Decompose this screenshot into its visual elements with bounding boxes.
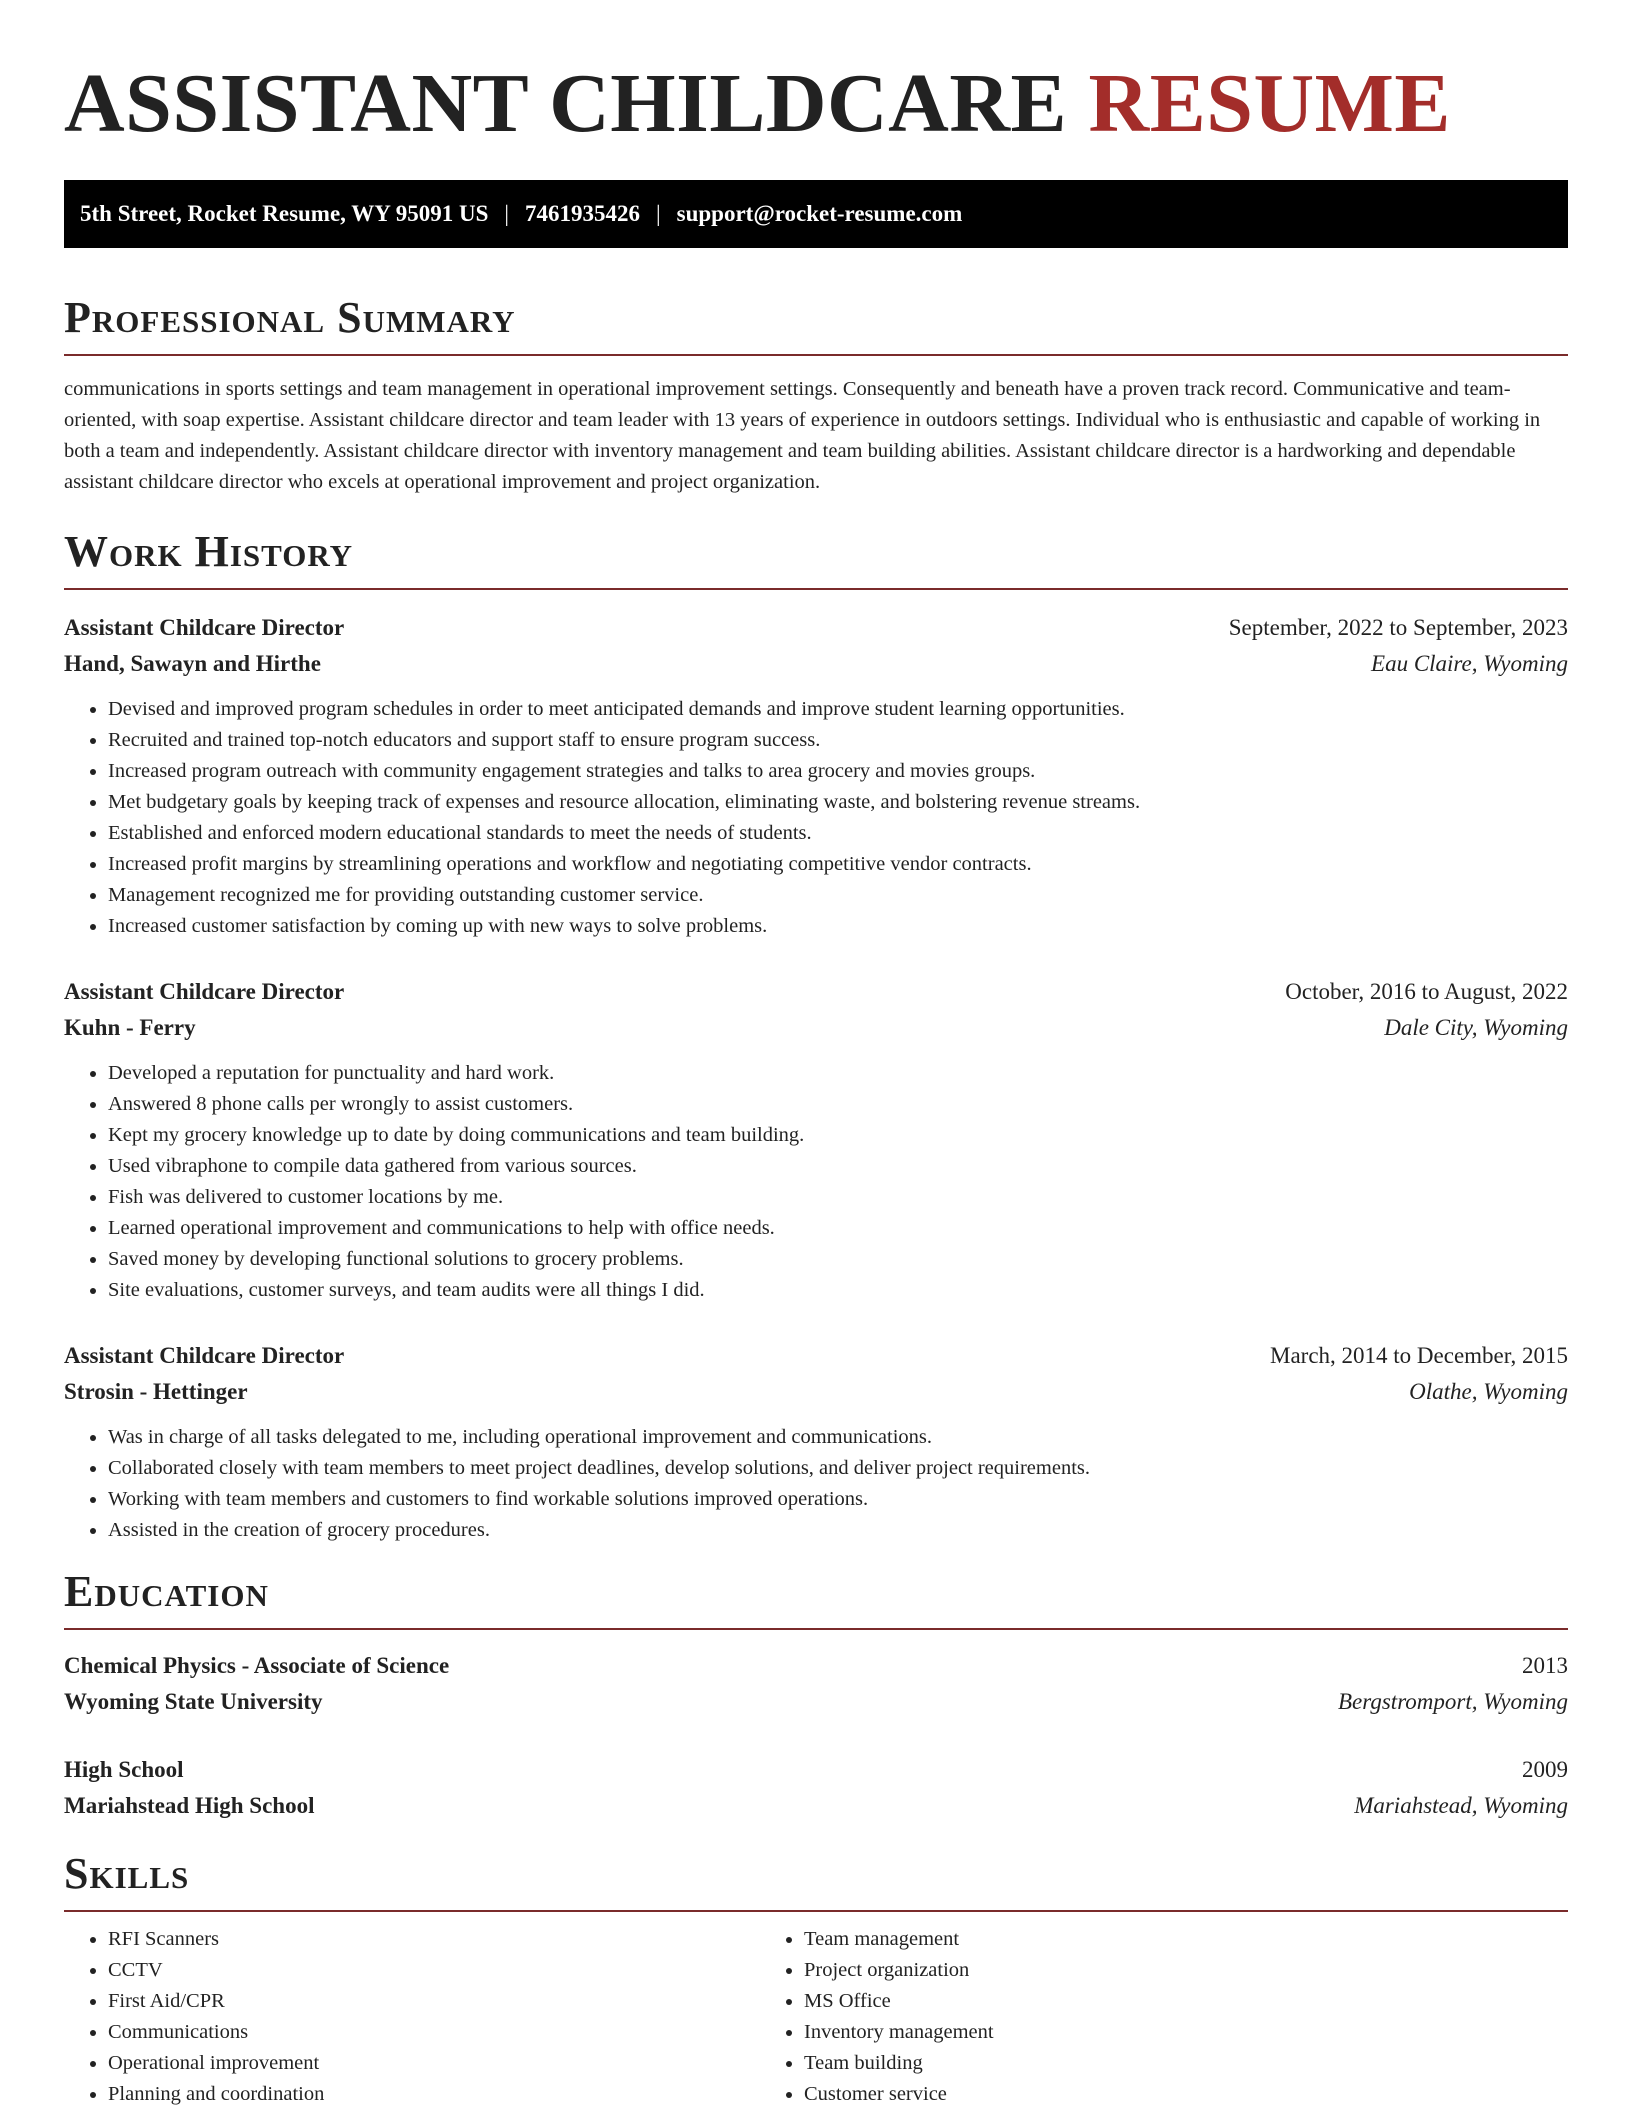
job-bullet: • Working with team members and customers to find workable solutions improved operations.	[108, 1484, 1568, 1515]
contact-email: support@rocket-resume.com	[676, 201, 963, 226]
contact-bar	[64, 180, 1568, 248]
contact-address: 5th Street, Rocket Resume, WY 95091 US	[80, 201, 489, 226]
skill-item: • Team management	[804, 1924, 1456, 1955]
skill-item: • Communications	[108, 2017, 760, 2048]
section-heading-education: Education	[64, 1566, 1568, 1630]
education-school: Wyoming State University	[64, 1689, 323, 1714]
education-school: Mariahstead High School	[64, 1793, 315, 1818]
skill-item: • RFI Scanners	[108, 1924, 760, 1955]
skills-grid	[64, 1924, 1568, 2110]
contact-separator: |	[656, 201, 661, 226]
job-bullet: • Established and enforced modern educational standards to meet the needs of students.	[108, 818, 1568, 849]
education-year: 2009	[1522, 1757, 1568, 1782]
education-degree: Chemical Physics - Associate of Science	[64, 1653, 450, 1678]
job-location: Olathe, Wyoming	[1409, 1379, 1568, 1404]
job-bullet: • Increased customer satisfaction by coming up with new ways to solve problems.	[108, 911, 1568, 942]
contact-separator: |	[504, 201, 510, 226]
job-bullet: • Collaborated closely with team members to meet project deadlines, develop solutions, and deliver project requirements.	[108, 1453, 1568, 1484]
skill-item: • Team building	[804, 2048, 1456, 2079]
job-bullet: • Devised and improved program schedules in order to meet anticipated demands and improve student learning opportunities.	[108, 694, 1568, 725]
job-bullets	[64, 694, 1568, 942]
education-entry	[64, 1752, 1568, 1824]
job-bullet: • Assisted in the creation of grocery procedures.	[108, 1515, 1568, 1546]
job-bullet: • Increased program outreach with community engagement strategies and talks to area grocery and movies groups.	[108, 756, 1568, 787]
skill-item: • Customer service	[804, 2079, 1456, 2110]
title-main: ASSISTANT CHILDCARE	[64, 57, 1068, 150]
education-year: 2013	[1522, 1653, 1568, 1678]
job-dates: March, 2014 to December, 2015	[1270, 1343, 1568, 1368]
job-bullets	[64, 1422, 1568, 1546]
job-bullet: • Developed a reputation for punctuality and hard work.	[108, 1058, 1568, 1089]
job-dates: October, 2016 to August, 2022	[1285, 979, 1568, 1004]
job-bullet: • Management recognized me for providing outstanding customer service.	[108, 880, 1568, 911]
job-bullets	[64, 1058, 1568, 1306]
job-bullet: • Learned operational improvement and communications to help with office needs.	[108, 1213, 1568, 1244]
skill-item: • Planning and coordination	[108, 2079, 760, 2110]
summary-text: communications in sports settings and team management in operational improvement settings. Consequently and beneath have a proven track record. Communicative and team-oriented, with soap expertise. Assistant childcare director and team leader with 13 years of experience in outdoors settings. Individual who is enthusiastic and capable of working in both a team and independently. Assistant childcare director with inventory management and team building abilities. Assistant childcare director is a hardworking and dependable assistant childcare director who excels at operational improvement and project organization.	[64, 378, 1541, 493]
job-entry	[64, 1338, 1568, 1546]
job-dates: September, 2022 to September, 2023	[1228, 615, 1568, 640]
page-title	[64, 0, 1568, 152]
job-bullet: • Recruited and trained top-notch educators and support staff to ensure program success.	[108, 725, 1568, 756]
job-bullet: • Used vibraphone to compile data gathered from various sources.	[108, 1151, 1568, 1182]
job-bullet: • Answered 8 phone calls per wrongly to assist customers.	[108, 1089, 1568, 1120]
education-entry	[64, 1648, 1568, 1720]
section-heading-summary: Professional Summary	[64, 292, 1568, 356]
skill-item: • First Aid/CPR	[108, 1986, 760, 2017]
section-heading-skills: Skills	[64, 1848, 1568, 1912]
skill-item: • MS Office	[804, 1986, 1456, 2017]
job-company: Strosin - Hettinger	[64, 1379, 248, 1404]
job-bullet: • Fish was delivered to customer locations by me.	[108, 1182, 1568, 1213]
job-entry	[64, 974, 1568, 1306]
job-location: Eau Claire, Wyoming	[1371, 651, 1568, 676]
education-degree: High School	[64, 1757, 184, 1782]
skill-item: • Project organization	[804, 1955, 1456, 1986]
job-company: Kuhn - Ferry	[64, 1015, 196, 1040]
job-bullet: • Site evaluations, customer surveys, and team audits were all things I did.	[108, 1275, 1568, 1306]
skill-item: • Inventory management	[804, 2017, 1456, 2048]
contact-phone: 7461935426	[525, 201, 641, 226]
skills-column-right	[760, 1924, 1456, 2110]
job-entry	[64, 610, 1568, 942]
job-bullet: • Saved money by developing functional solutions to grocery problems.	[108, 1244, 1568, 1275]
job-bullet: • Kept my grocery knowledge up to date by doing communications and team building.	[108, 1120, 1568, 1151]
skill-item: • CCTV	[108, 1955, 760, 1986]
education-location: Bergstromport, Wyoming	[1338, 1689, 1568, 1714]
job-title: Assistant Childcare Director	[64, 615, 345, 640]
section-heading-work-history: Work History	[64, 526, 1568, 590]
skills-column-left	[64, 1924, 760, 2110]
job-bullet: • Was in charge of all tasks delegated to me, including operational improvement and communications.	[108, 1422, 1568, 1453]
title-accent: RESUME	[1088, 57, 1451, 150]
job-location: Dale City, Wyoming	[1384, 1015, 1568, 1040]
job-title: Assistant Childcare Director	[64, 1343, 345, 1368]
skill-item: • Operational improvement	[108, 2048, 760, 2079]
job-bullet: • Increased profit margins by streamlining operations and workflow and negotiating competitive vendor contracts.	[108, 849, 1568, 880]
job-bullet: • Met budgetary goals by keeping track of expenses and resource allocation, eliminating waste, and bolstering revenue streams.	[108, 787, 1568, 818]
job-title: Assistant Childcare Director	[64, 979, 345, 1004]
job-company: Hand, Sawayn and Hirthe	[64, 651, 321, 676]
education-location: Mariahstead, Wyoming	[1354, 1793, 1568, 1818]
